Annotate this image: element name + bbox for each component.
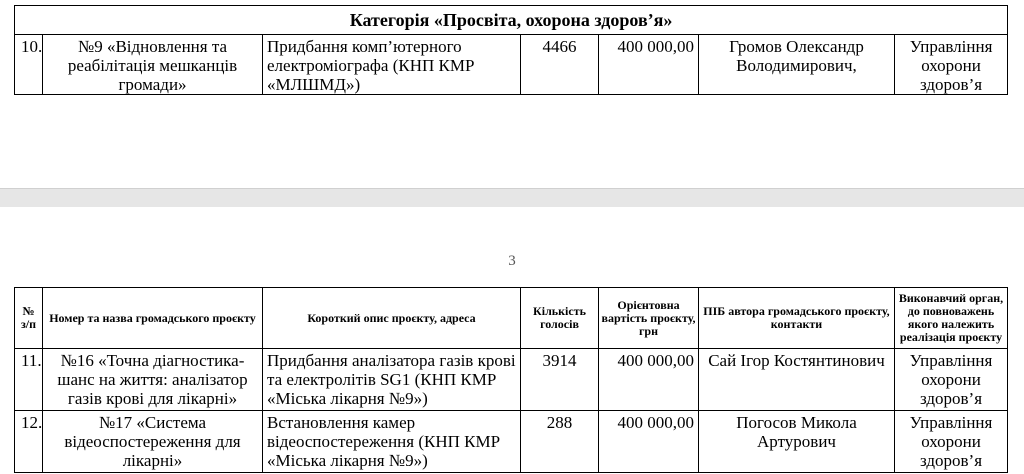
executor: Управління охорони здоров’я (895, 411, 1008, 473)
projects-table-bottom (14, 287, 1008, 473)
row-num: 11. (15, 349, 43, 411)
author: Сай Ігор Костянтинович (699, 349, 895, 411)
votes: 288 (521, 411, 599, 473)
page-bottom (0, 207, 1024, 474)
header-executor: Виконавчий орган, до повноважень якого належить реалізація проєкту (895, 288, 1008, 349)
project-name: №9 «Відновлення та реабілітація мешканців громади» (43, 35, 263, 95)
header-author: ПІБ автора громадського проєкту, контакти (699, 288, 895, 349)
project-name: №16 «Точна діагностика-шанс на життя: аналізатор газів крові для лікарні» (43, 349, 263, 411)
project-description: Придбання комп’ютерного електроміографа (КНП КМР «МЛШМД») (263, 35, 521, 95)
projects-table-top (14, 5, 1008, 95)
header-description: Короткий опис проєкту, адреса (263, 288, 521, 349)
page-number: 3 (508, 253, 516, 269)
cost: 400 000,00 (599, 35, 699, 95)
project-name: №17 «Система відеоспостереження для лікарні» (43, 411, 263, 473)
header-name: Номер та назва громадського проєкту (43, 288, 263, 349)
author: Погосов Микола Артурович (699, 411, 895, 473)
page-gap (0, 188, 1024, 208)
header-num: № з/п (15, 288, 43, 349)
table-header (15, 288, 1008, 349)
project-description: Придбання аналізатора газів крові та електролітів SG1 (КНП КМР «Міська лікарня №9») (263, 349, 521, 411)
page-top (0, 0, 1024, 188)
cost: 400 000,00 (599, 411, 699, 473)
category-title: Категорія «Просвіта, охорона здоров’я» (15, 6, 1008, 35)
cost: 400 000,00 (599, 349, 699, 411)
votes: 4466 (521, 35, 599, 95)
header-votes: Кількість голосів (521, 288, 599, 349)
project-description: Встановлення камер відеоспостереження (КНП КМР «Міська лікарня №9») (263, 411, 521, 473)
executor: Управління охорони здоров’я (895, 35, 1008, 95)
table-row (15, 349, 1008, 411)
executor: Управління охорони здоров’я (895, 349, 1008, 411)
row-num: 10. (15, 35, 43, 95)
row-num: 12. (15, 411, 43, 473)
table-row (15, 411, 1008, 473)
header-cost: Орієнтовна вартість проєкту, грн (599, 288, 699, 349)
author: Громов Олександр Володимирович, (699, 35, 895, 95)
votes: 3914 (521, 349, 599, 411)
table-row (15, 35, 1008, 95)
